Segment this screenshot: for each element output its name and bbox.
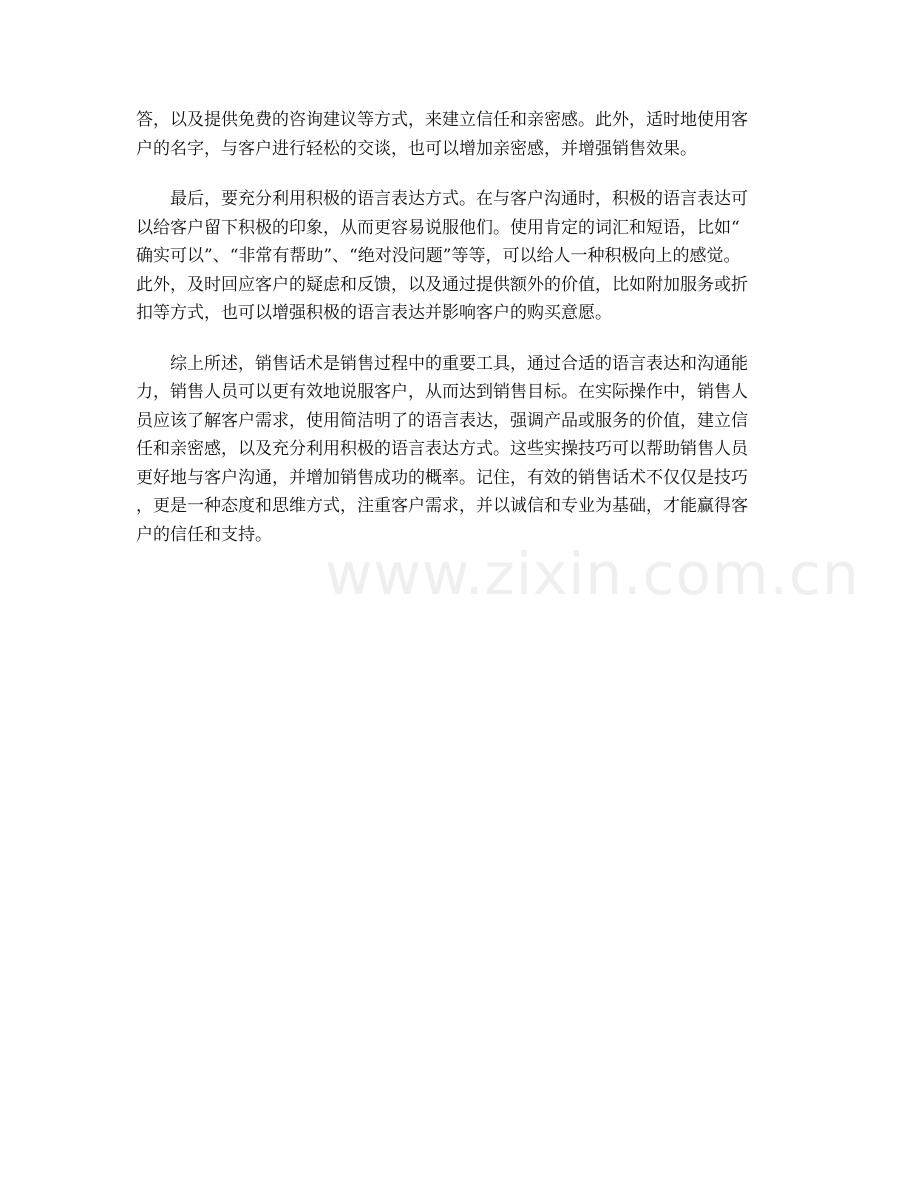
text-line: 最后，要充分利用积极的语言表达方式。在与客户沟通时，积极的语言表达可 [170, 189, 748, 209]
text-line: 确实可以”、“非常有帮助”、“绝对没问题”等等，可以给人一种积极向上的感觉。 [136, 246, 741, 266]
paragraph-2 [136, 185, 786, 328]
document-body [136, 106, 786, 571]
text-line: 扣等方式，也可以增强积极的语言表达并影响客户的购买意愿。 [136, 303, 612, 323]
paragraph-1 [136, 106, 786, 163]
text-line: ，更是一种态度和思维方式，注重客户需求，并以诚信和专业为基础，才能赢得客 [136, 496, 748, 516]
watermark: www.zixin.com.cn [325, 540, 860, 608]
text-line: 综上所述，销售话术是销售过程中的重要工具，通过合适的语言表达和沟通能 [170, 353, 748, 374]
text-line: 以给客户留下积极的印象，从而更容易说服他们。使用肯定的词汇和短语，比如“ [136, 217, 740, 238]
text-line: 任和亲密感，以及充分利用积极的语言表达方式。这些实操技巧可以帮助销售人员 [136, 439, 748, 459]
text-line: 此外，及时回应客户的疑虑和反馈，以及通过提供额外的价值，比如附加服务或折 [136, 274, 748, 295]
text-line: 更好地与客户沟通，并增加销售成功的概率。记住，有效的销售话术不仅仅是技巧 [136, 467, 748, 488]
text-line: 答，以及提供免费的咨询建议等方式，来建立信任和亲密感。此外，适时地使用客 [136, 110, 748, 130]
paragraph-3 [136, 350, 786, 550]
text-line: 户的信任和支持。 [136, 524, 272, 545]
text-line: 力，销售人员可以更有效地说服客户，从而达到销售目标。在实际操作中，销售人 [136, 382, 748, 402]
text-line: 户的名字，与客户进行轻松的交谈，也可以增加亲密感，并增强销售效果。 [136, 138, 697, 159]
text-line: 员应该了解客户需求，使用简洁明了的语言表达，强调产品或服务的价值，建立信 [136, 410, 748, 431]
